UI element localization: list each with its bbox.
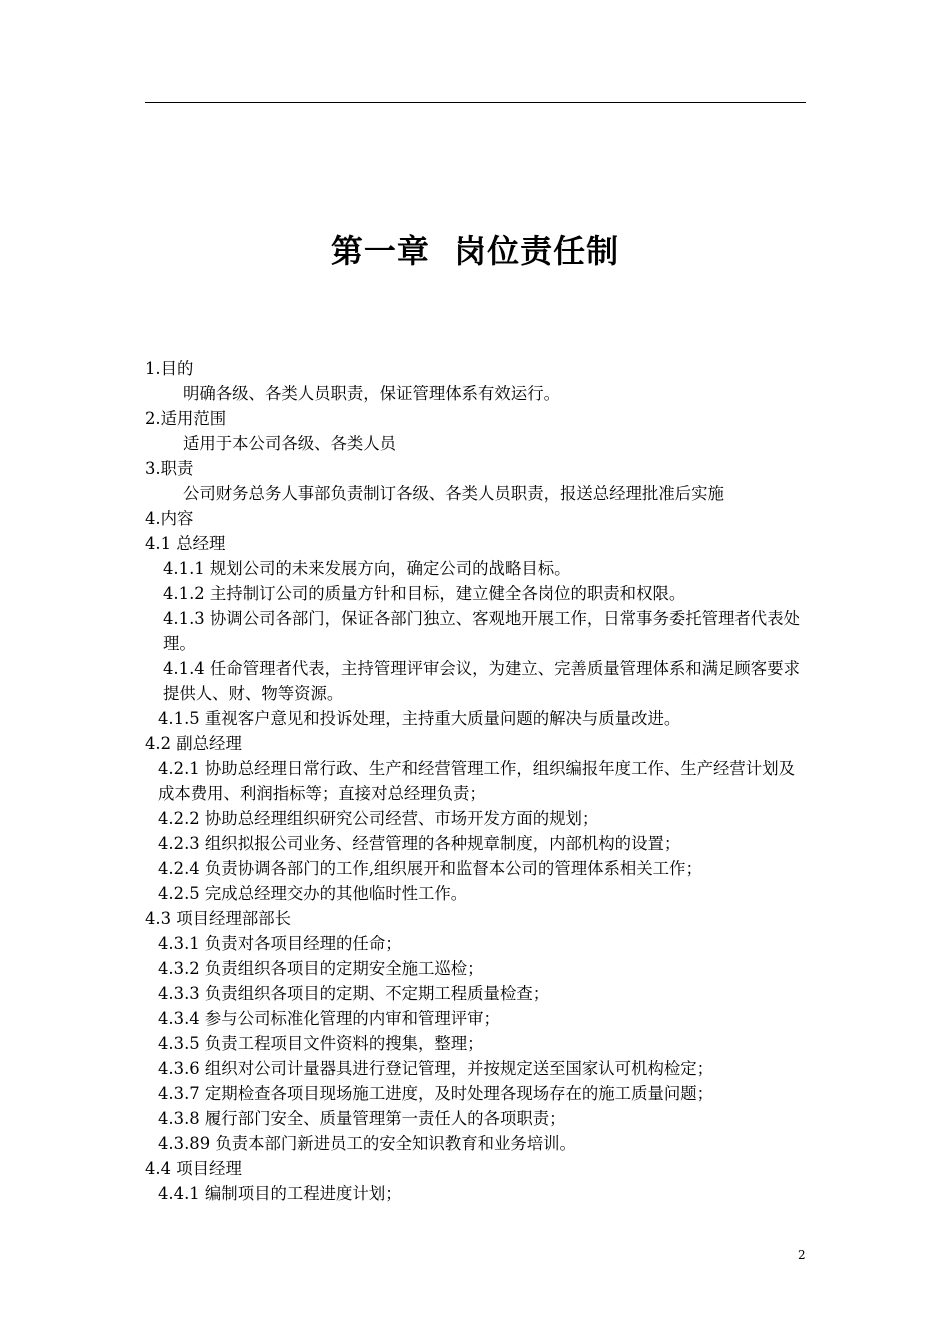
text-line: 4.3.2 负责组织各项目的定期安全施工巡检； (158, 959, 484, 978)
text-line: 4.1.2 主持制订公司的质量方针和目标，建立健全各岗位的职责和权限。 (163, 584, 686, 603)
text-line: 4.3.6 组织对公司计量器具进行登记管理，并按规定送至国家认可机构检定； (158, 1059, 714, 1078)
text-line: 4.3.4 参与公司标准化管理的内审和管理评审； (158, 1009, 500, 1028)
text-line: 4.2.5 完成总经理交办的其他临时性工作。 (158, 884, 468, 903)
text-line: 4.2 副总经理 (145, 734, 242, 753)
page-number: 2 (798, 1248, 806, 1262)
text-line: 4.3.7 定期检查各项目现场施工进度，及时处理各现场存在的施工质量问题； (158, 1084, 714, 1103)
chapter-title: 第一章 岗位责任制 (330, 232, 620, 270)
text-line: 3.职责 (145, 459, 194, 478)
text-line: 4.3.5 负责工程项目文件资料的搜集，整理； (158, 1034, 484, 1053)
text-line: 4.3 项目经理部部长 (145, 909, 292, 928)
text-line: 4.内容 (145, 509, 194, 528)
text-line: 4.1.1 规划公司的未来发展方向，确定公司的战略目标。 (163, 559, 571, 578)
text-line: 4.3.1 负责对各项目经理的任命； (158, 934, 402, 953)
text-line: 4.3.8 履行部门安全、质量管理第一责任人的各项职责； (158, 1109, 566, 1128)
header-rule (145, 102, 806, 103)
document-body (145, 356, 809, 1206)
text-line: 4.1.5 重视客户意见和投诉处理，主持重大质量问题的解决与质量改进。 (158, 709, 681, 728)
text-line: 公司财务总务人事部负责制订各级、各类人员职责，报送总经理批准后实施 (183, 484, 724, 503)
text-line: 4.3.3 负责组织各项目的定期、不定期工程质量检查； (158, 984, 550, 1003)
text-line: 4.4 项目经理 (145, 1159, 242, 1178)
text-line: 4.4.1 编制项目的工程进度计划； (158, 1184, 402, 1203)
text-line: 2.适用范围 (145, 409, 227, 428)
text-line: 4.1.3 协调公司各部门，保证各部门独立、客观地开展工作，日常事务委托管理者代表处理。 (163, 609, 800, 653)
text-line: 1.目的 (145, 359, 194, 378)
text-line: 4.2.1 协助总经理日常行政、生产和经营管理工作，组织编报年度工作、生产经营计划及成本费用、利润指标等；直接对总经理负责； (158, 759, 795, 803)
text-line: 4.1.4 任命管理者代表，主持管理评审会议，为建立、完善质量管理体系和满足顾客要求提供人、财、物等资源。 (163, 659, 800, 703)
text-line: 4.2.4 负责协调各部门的工作,组织展开和监督本公司的管理体系相关工作； (158, 859, 702, 878)
text-line: 4.2.2 协助总经理组织研究公司经营、市场开发方面的规划； (158, 809, 599, 828)
text-line: 明确各级、各类人员职责，保证管理体系有效运行。 (183, 384, 560, 403)
text-line: 4.2.3 组织拟报公司业务、经营管理的各种规章制度，内部机构的设置； (158, 834, 681, 853)
text-line: 4.3.89 负责本部门新进员工的安全知识教育和业务培训。 (158, 1134, 576, 1153)
text-line: 适用于本公司各级、各类人员 (183, 434, 397, 453)
text-line: 4.1 总经理 (145, 534, 226, 553)
